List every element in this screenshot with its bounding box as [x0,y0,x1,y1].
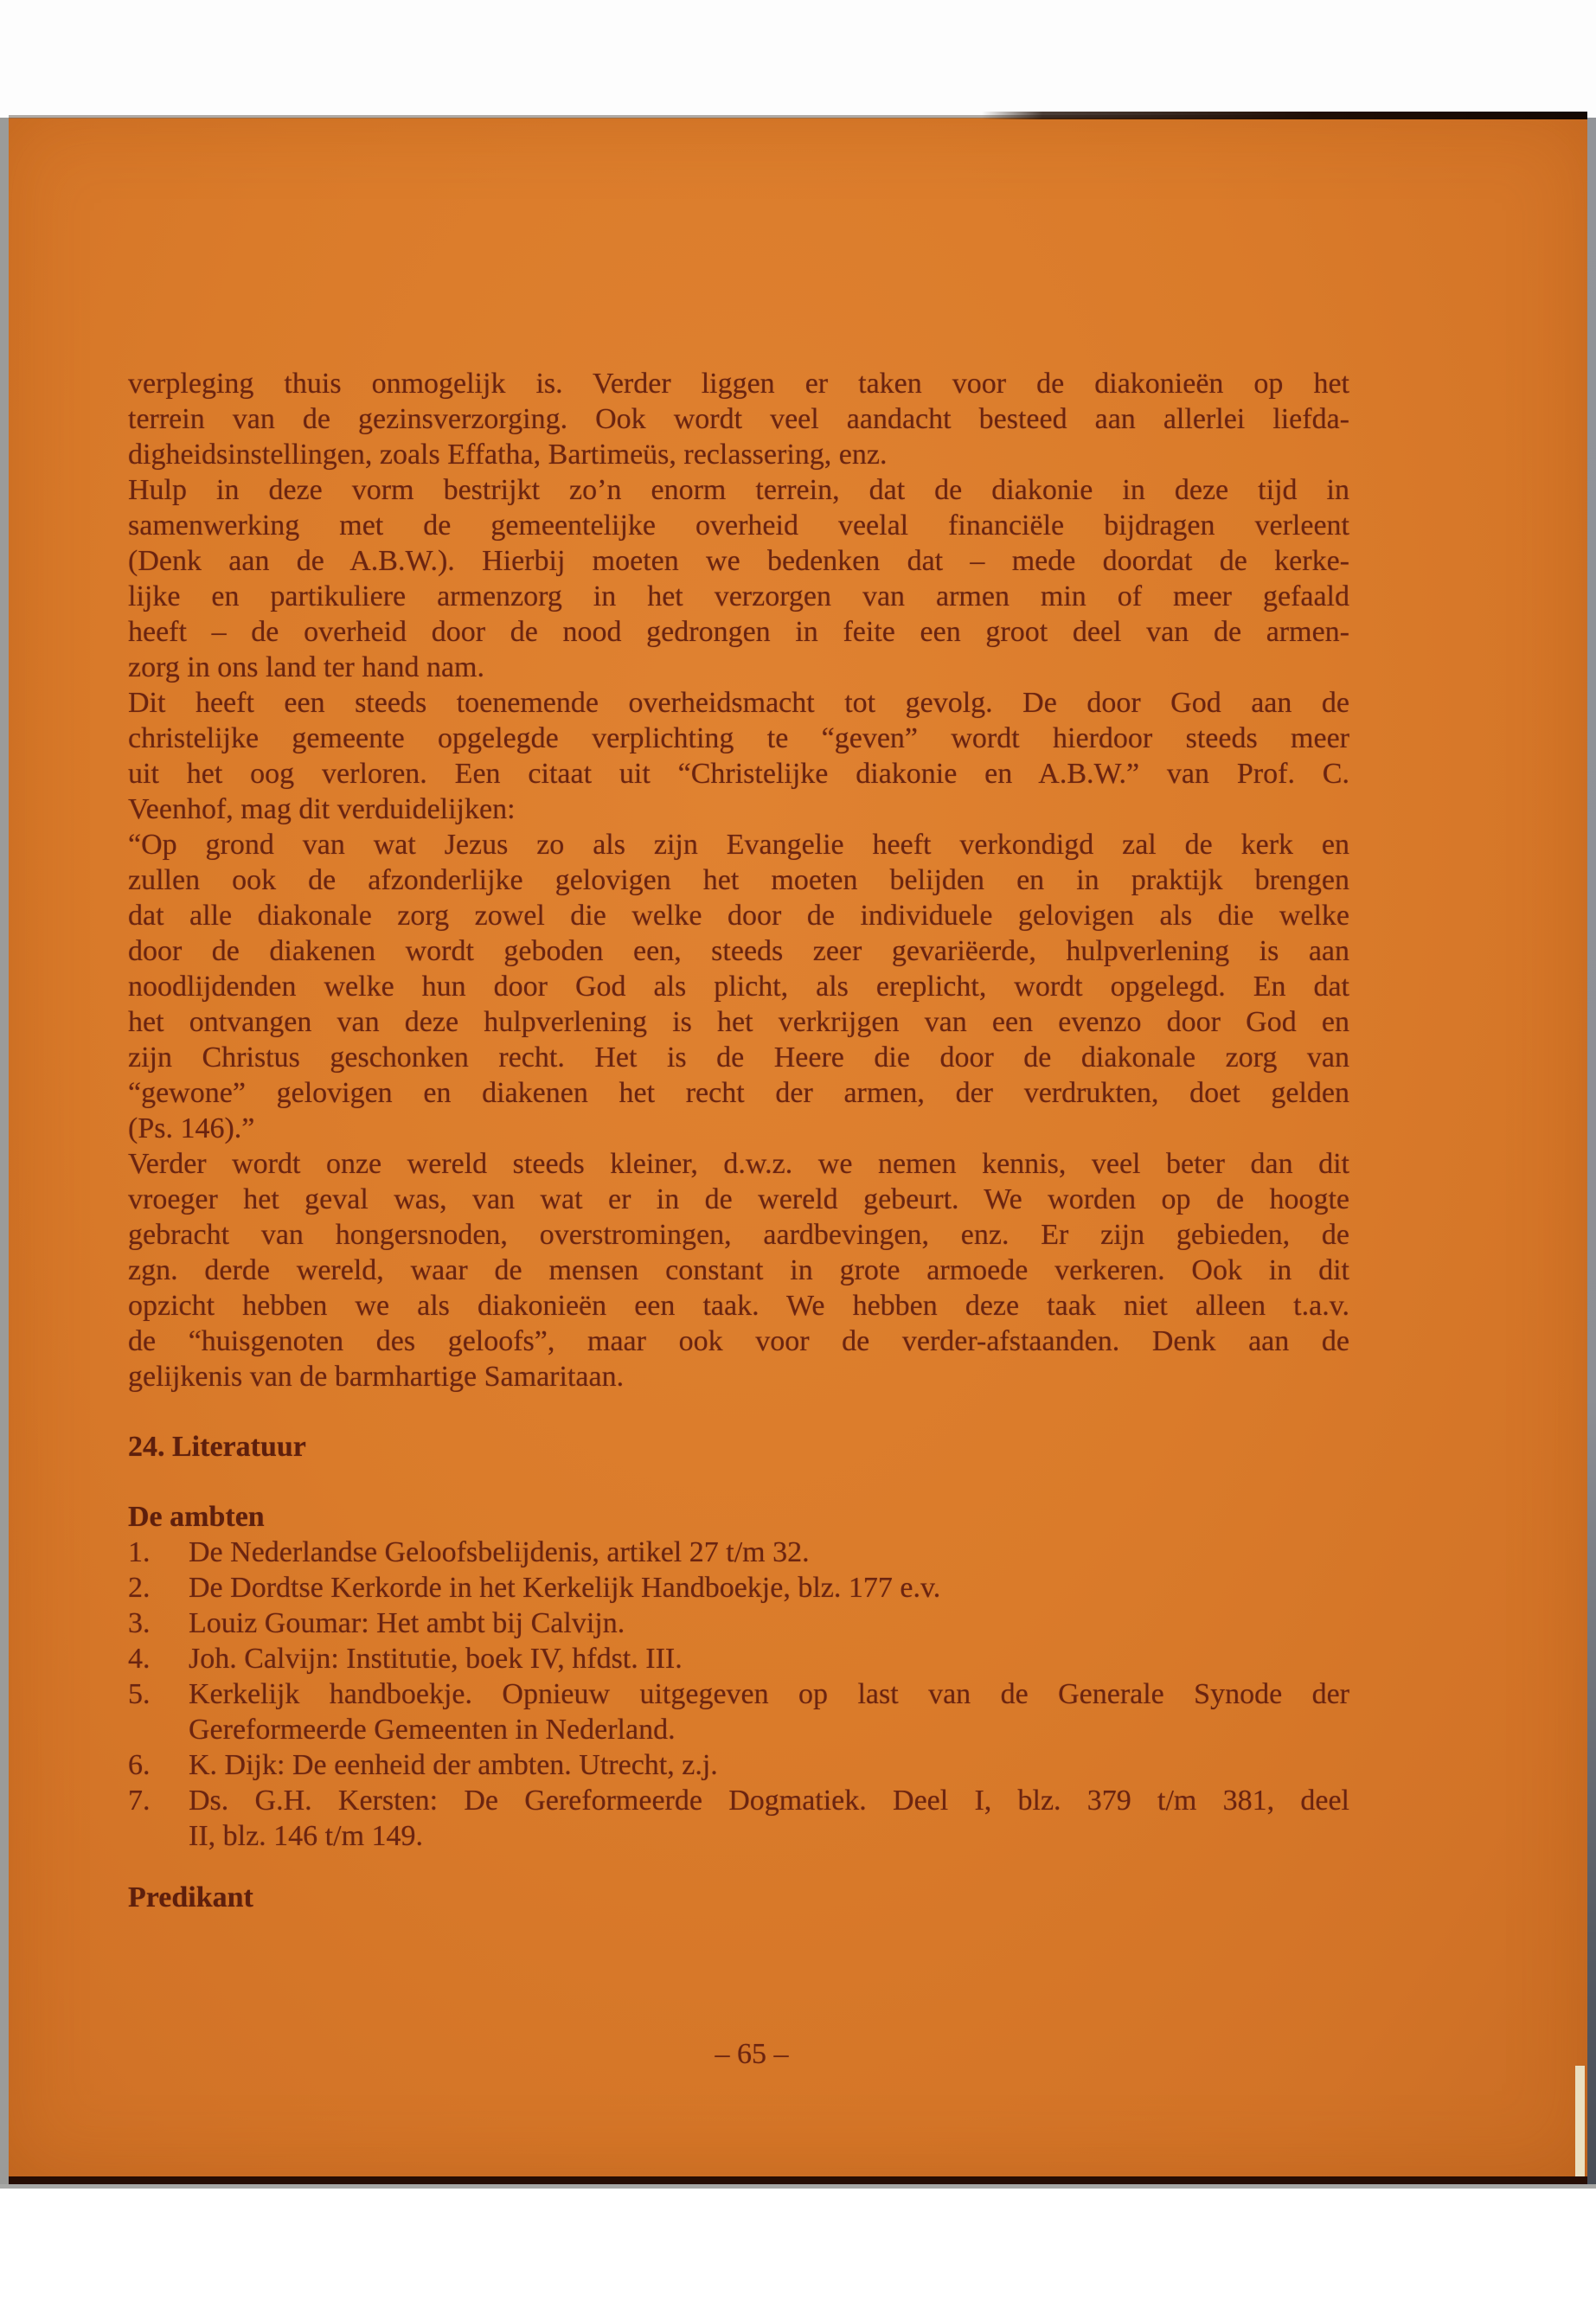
body-line: Veenhof, mag dit verduidelijken: [128,793,516,825]
item-line: II, blz. 146 t/m 149. [189,1820,424,1852]
page-corner-edge [1575,2066,1585,2176]
body-line: digheidsinstellingen, zoals Effatha, Bartimeüs, reclassering, enz. [128,439,888,471]
section-heading-literatuur: 24. Literatuur [128,1431,306,1463]
cover-edge-line [982,112,1587,119]
scan-shadow-line [0,2184,1596,2189]
item-number: 3. [128,1607,151,1639]
subsection-heading-predikant: Predikant [128,1881,253,1913]
item-number: 1. [128,1536,151,1568]
body-line: samenwerking met de gemeentelijke overheid veelal financiële bijdragen verleent [128,510,1349,542]
scan-edge-left [0,118,9,2187]
body-line: dat alle diakonale zorg zowel die welke door de individuele gelovigen als die welke [128,900,1349,932]
body-line: “gewone” gelovigen en diakenen het recht der armen, der verdrukten, doet gelden [128,1077,1349,1109]
body-paragraph [128,685,1349,827]
body-line: gelijkenis van de barmhartige Samaritaan. [128,1361,625,1393]
body-line: terrein van de gezinsverzorging. Ook wordt veel aandacht besteed aan allerlei liefda- [128,403,1349,435]
body-line: noodlijdenden welke hun door God als plicht, als ereplicht, wordt opgelegd. En dat [128,971,1349,1003]
list-item [128,1641,1349,1676]
item-number: 2. [128,1572,151,1604]
item-number: 5. [128,1678,151,1710]
list-item [128,1535,1349,1570]
body-line: Dit heeft een steeds toenemende overheidsmacht tot gevolg. De door God aan de [128,687,1349,719]
body-line: zijn Christus geschonken recht. Het is de Heere die door de diakonale zorg van [128,1042,1349,1074]
list-item [128,1570,1349,1606]
body-line: (Denk aan de A.B.W.). Hierbij moeten we bedenken dat – mede doordat de kerke- [128,545,1349,577]
item-line: Ds. G.H. Kersten: De Gereformeerde Dogmatiek. Deel I, blz. 379 t/m 381, deel [189,1785,1349,1817]
body-line: heeft – de overheid door de nood gedrongen in feite een groot deel van de armen- [128,616,1349,648]
list-item [128,1747,1349,1783]
item-line: De Dordtse Kerkorde in het Kerkelijk Handboekje, blz. 177 e.v. [189,1572,941,1604]
list-item [128,1606,1349,1641]
body-line: gebracht van hongersnoden, overstromingen, aardbevingen, enz. Er zijn gebieden, de [128,1219,1349,1251]
body-line: lijke en partikuliere armenzorg in het verzorgen van armen min of meer gefaald [128,580,1349,612]
page-bottom-edge [9,2176,1587,2184]
item-line: De Nederlandse Geloofsbelijdenis, artikel 27 t/m 32. [189,1536,810,1568]
body-line: “Op grond van wat Jezus zo als zijn Evangelie heeft verkondigd zal de kerk en [128,829,1349,861]
body-line: door de diakenen wordt geboden een, steeds zeer gevariëerde, hulpverlening is aan [128,935,1349,967]
body-paragraph [128,1146,1349,1394]
item-line: Gereformeerde Gemeenten in Nederland. [189,1714,676,1746]
body-line: Hulp in deze vorm bestrijkt zo’n enorm terrein, dat de diakonie in deze tijd in [128,474,1349,506]
item-line: Kerkelijk handboekje. Opnieuw uitgegeven op last van de Generale Synode der [189,1678,1349,1710]
scan-background-top [0,0,1596,118]
body-line: zullen ook de afzonderlijke gelovigen het moeten belijden en in praktijk brengen [128,864,1349,896]
body-line: verpleging thuis onmogelijk is. Verder liggen er taken voor de diakonieën op het [128,368,1349,400]
body-line: (Ps. 146).” [128,1112,255,1144]
list-item [128,1783,1349,1854]
item-number: 4. [128,1643,151,1675]
list-item [128,1676,1349,1747]
body-line: christelijke gemeente opgelegde verplichting te “geven” wordt hierdoor steeds meer [128,722,1349,754]
body-paragraph [128,472,1349,685]
body-line: uit het oog verloren. Een citaat uit “Christelijke diakonie en A.B.W.” van Prof. C. [128,758,1349,790]
item-line: Louiz Goumar: Het ambt bij Calvijn. [189,1607,625,1639]
body-paragraph [128,366,1349,472]
item-number: 7. [128,1785,151,1817]
item-line: Joh. Calvijn: Institutie, boek IV, hfdst. III. [189,1643,683,1675]
body-line: zgn. derde wereld, waar de mensen constant in grote armoede verkeren. Ook in dit [128,1254,1349,1286]
body-line: de “huisgenoten des geloofs”, maar ook voor de verder-afstaanden. Denk aan de [128,1325,1349,1357]
body-line: het ontvangen van deze hulpverlening is het verkrijgen van een evenzo door God en [128,1006,1349,1038]
body-paragraph [128,827,1349,1146]
body-line: vroeger het geval was, van wat er in de wereld gebeurt. We worden op de hoogte [128,1183,1349,1215]
scan-edge-right [1587,118,1596,2187]
page-number: – 65 – [715,2038,789,2070]
item-number: 6. [128,1749,151,1781]
body-line: opzicht hebben we als diakonieën een taak. We hebben deze taak niet alleen t.a.v. [128,1290,1349,1322]
item-line: K. Dijk: De eenheid der ambten. Utrecht, z.j. [189,1749,718,1781]
body-line: zorg in ons land ter hand nam. [128,651,485,683]
text-column [128,366,1349,2072]
subsection-heading-de-ambten: De ambten [128,1501,265,1533]
body-line: Verder wordt onze wereld steeds kleiner, d.w.z. we nemen kennis, veel beter dan dit [128,1148,1349,1180]
